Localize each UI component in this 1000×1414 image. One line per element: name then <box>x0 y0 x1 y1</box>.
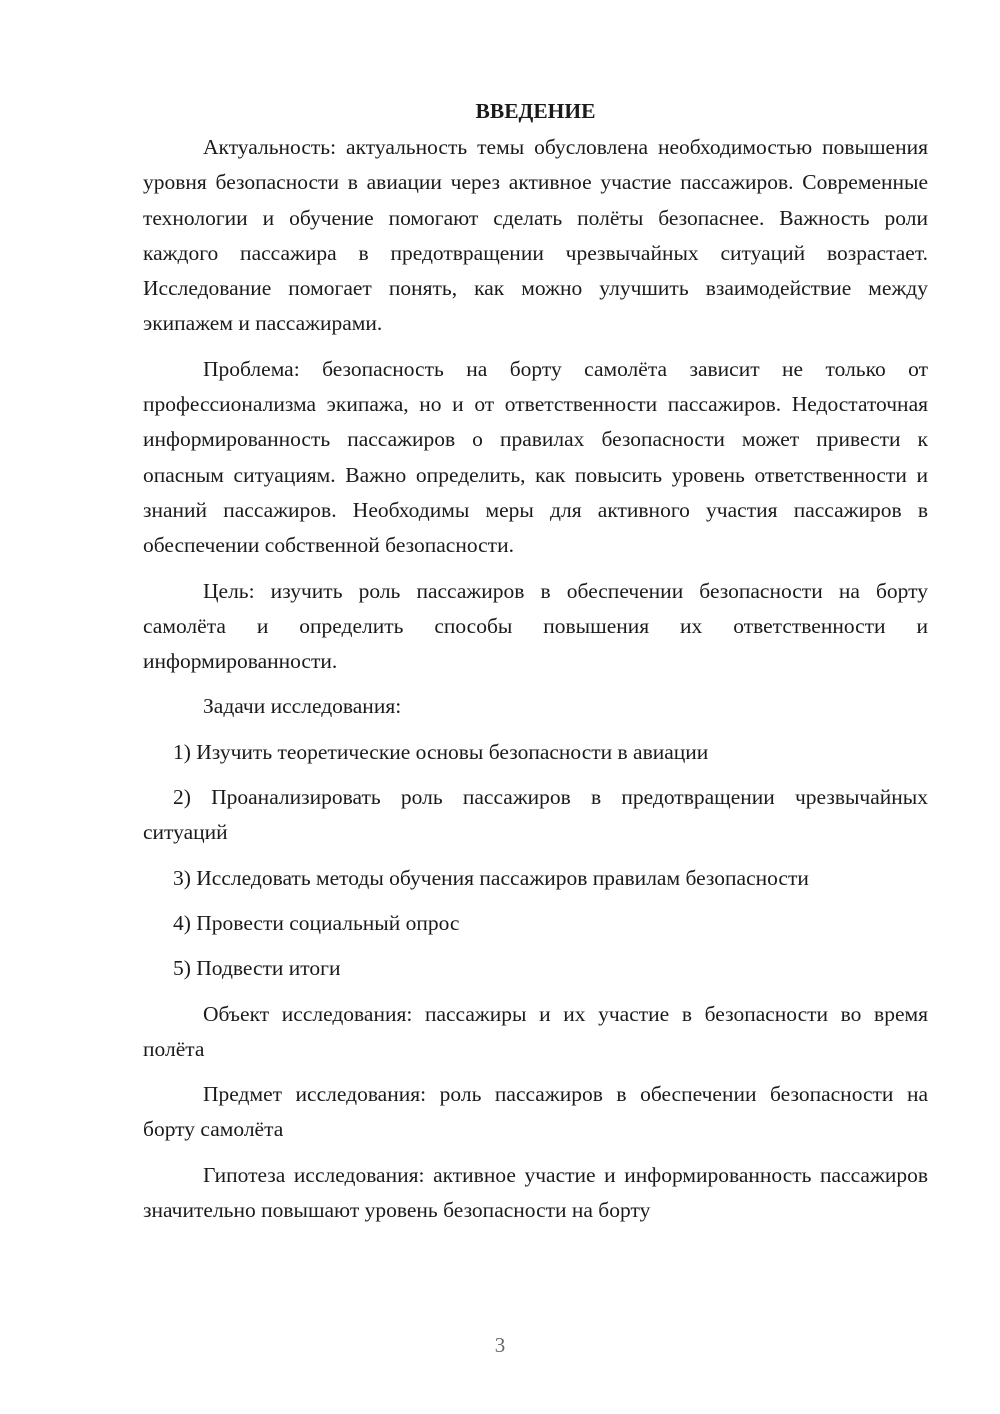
task-item-5: 5) Подвести итоги <box>173 956 341 981</box>
task-item-3: 3) Исследовать методы обучения пассажиров правилам безопасности <box>173 865 809 890</box>
object-paragraph: Объект исследования: пассажиры и их участие в безопасности во время полёта <box>143 1001 928 1061</box>
page-number: 3 <box>494 1333 506 1357</box>
task-item-4: 4) Провести социальный опрос <box>173 910 460 935</box>
hypothesis-paragraph: Гипотеза исследования: активное участие и информированность пассажиров значительно повышают уровень безопасности на борту <box>143 1162 928 1223</box>
tasks-title: Задачи исследования: <box>203 694 402 719</box>
subject-paragraph: Предмет исследования: роль пассажиров в обеспечении безопасности на борту самолёта <box>143 1082 928 1142</box>
goal-paragraph: Цель: изучить роль пассажиров в обеспечении безопасности на борту самолёта и определить способы повышения их ответственности и информированности. <box>143 578 928 674</box>
task-item-2: 2) Проанализировать роль пассажиров в предотвращении чрезвычайных ситуаций <box>143 785 928 845</box>
section-heading: ВВЕДЕНИЕ <box>475 99 596 123</box>
task-item-1: 1) Изучить теоретические основы безопасности в авиации <box>173 739 709 764</box>
page-content <box>143 94 928 1238</box>
problem-paragraph: Проблема: безопасность на борту самолёта зависит не только от профессионализма экипажа, но и от ответственности пассажиров. Недостаточная информированность пассажиров о правилах безопасности может привести к опасным ситуациям. Важно определить, как повысить уровень ответственности и знаний пассажиров. Необходимы меры для активного участия пассажиров в обеспечении собственной безопасности. <box>143 356 928 558</box>
relevance-paragraph: Актуальность: актуальность темы обусловлена необходимостью повышения уровня безопасности в авиации через активное участие пассажиров. Современные технологии и обучение помогают сделать полёты безопаснее. Важность роли каждого пассажира в предотвращении чрезвычайных ситуаций возрастает. Исследование помогает понять, как можно улучшить взаимодействие между экипажем и пассажирами. <box>143 135 928 336</box>
